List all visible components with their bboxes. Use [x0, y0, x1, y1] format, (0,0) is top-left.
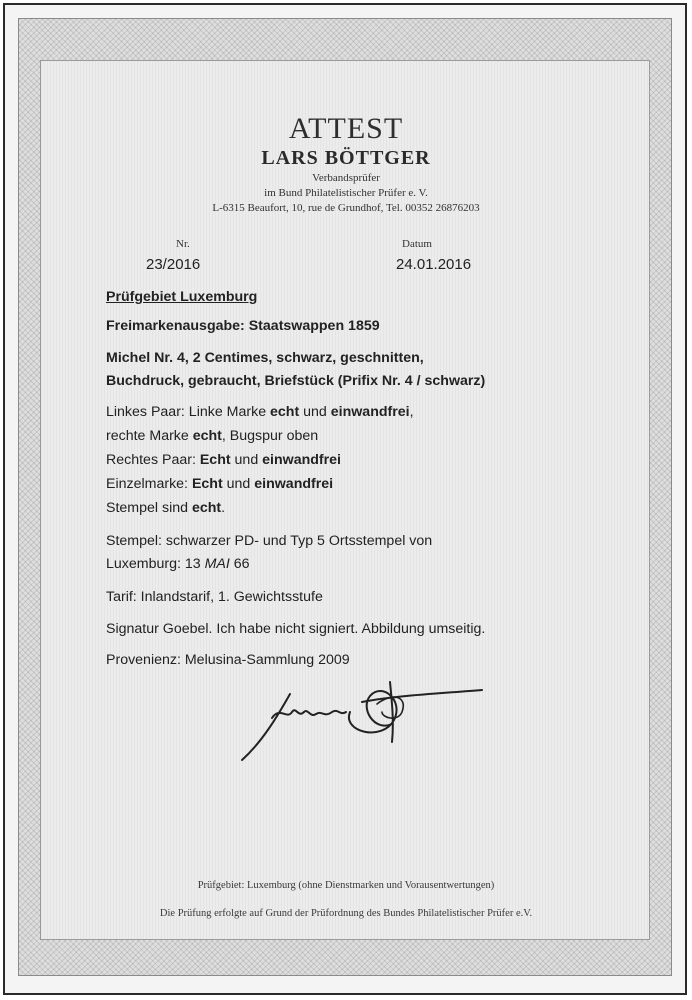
right-pair-line: Rechtes Paar: Echt und einwandfrei — [106, 452, 341, 468]
michel-line-1: Michel Nr. 4, 2 Centimes, schwarz, geschnitten, — [106, 350, 424, 366]
left-pair-line: Linkes Paar: Linke Marke echt und einwandfrei, — [106, 404, 414, 420]
examiner-address: L-6315 Beaufort, 10, rue de Grundhof, Tel. 00352 26876203 — [212, 202, 480, 214]
michel-line-2: Buchdruck, gebraucht, Briefstück (Prifix Nr. 4 / schwarz) — [106, 373, 486, 389]
examiner-name: LARS BÖTTGER — [261, 147, 431, 169]
single-stamp-line: Einzelmarke: Echt und einwandfrei — [106, 476, 334, 492]
provenance-line: Provenienz: Melusina-Sammlung 2009 — [106, 652, 350, 668]
date-value: 24.01.2016 — [396, 256, 472, 273]
examiner-role: Verbandsprüfer — [312, 172, 380, 184]
cancel-line-2: Luxemburg: 13 MAI 66 — [106, 556, 250, 572]
right-stamp-line: rechte Marke echt, Bugspur oben — [106, 428, 319, 444]
date-label: Datum — [402, 238, 432, 250]
exam-area: Prüfgebiet Luxemburg — [106, 289, 258, 305]
signature-note-line: Signatur Goebel. Ich habe nicht signiert. Abbildung umseitig. — [106, 621, 486, 637]
certificate-title: ATTEST — [288, 112, 404, 145]
nr-label: Nr. — [176, 238, 190, 250]
footer-exam-rules: Die Prüfung erfolgte auf Grund der Prüfordnung des Bundes Philatelistischer Prüfer e.V. — [159, 908, 533, 919]
nr-value: 23/2016 — [146, 256, 201, 273]
postmarks-line: Stempel sind echt. — [106, 500, 226, 516]
examiner-association: im Bund Philatelistischer Prüfer e. V. — [264, 187, 428, 199]
footer-exam-area: Prüfgebiet: Luxemburg (ohne Dienstmarken und Vorausentwertungen) — [197, 880, 495, 891]
cancel-line-1: Stempel: schwarzer PD- und Typ 5 Ortsstempel von — [106, 533, 433, 549]
stamp-issue: Freimarkenausgabe: Staatswappen 1859 — [106, 318, 380, 334]
tariff-line: Tarif: Inlandstarif, 1. Gewichtsstufe — [106, 589, 323, 605]
handwritten-signature — [232, 672, 492, 772]
